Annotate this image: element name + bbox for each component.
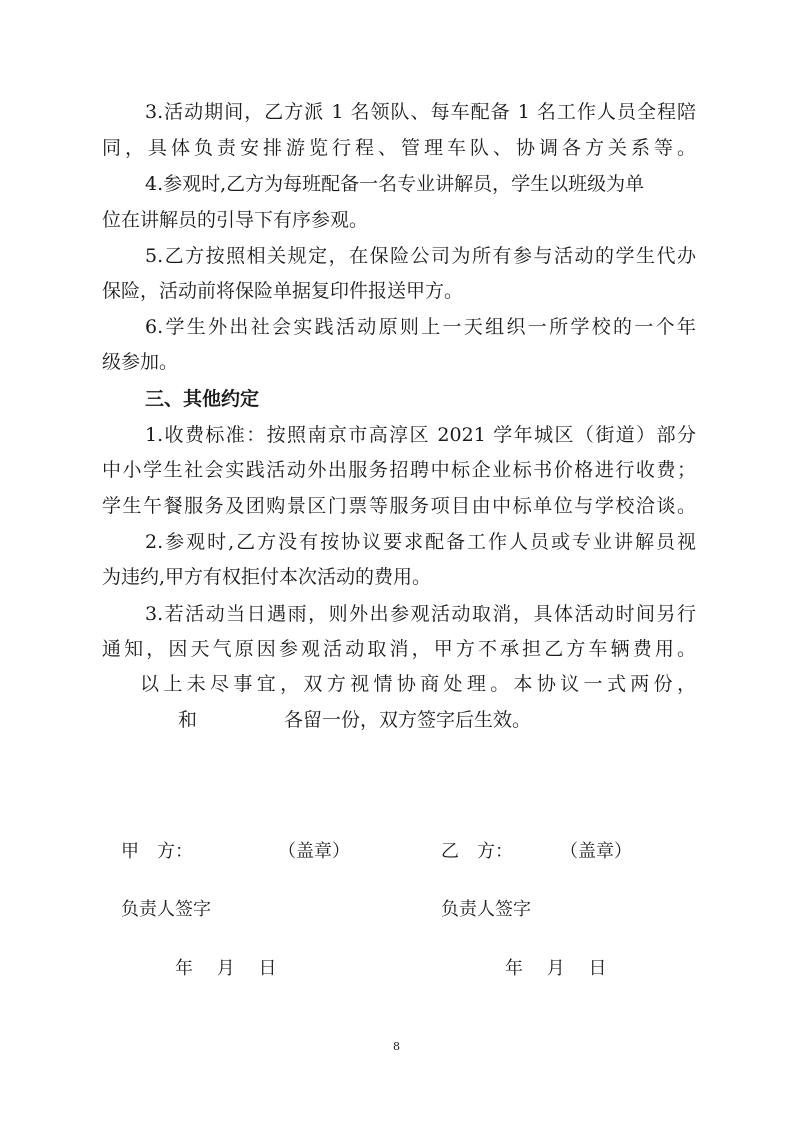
- item-5-line-1: 5.乙方按照相关规定，在保险公司为所有参与活动的学生代办: [145, 245, 696, 267]
- page-number: 8: [393, 1040, 400, 1053]
- item-4-line-1: 4.参观时,乙方为每班配备一名专业讲解员，学生以班级为单: [145, 173, 645, 195]
- item-6-line-2: 级参加。: [102, 351, 179, 373]
- closing-line-2-a: 和: [178, 709, 198, 731]
- section-3-heading: 三、其他约定: [145, 388, 260, 410]
- closing-line-2-b: 各留一份，双方签字后生效。: [284, 709, 532, 731]
- violation-line-1: 2.参观时,乙方没有按协议要求配备工作人员或专业讲解员视: [145, 531, 696, 553]
- item-3-line-2: 同，具体负责安排游览行程、管理车队、协调各方关系等。: [102, 137, 696, 159]
- rain-line-1: 3.若活动当日遇雨，则外出参观活动取消，具体活动时间另行: [145, 603, 696, 625]
- fee-standard-line-2: 中小学生社会实践活动外出服务招聘中标企业标书价格进行收费；: [102, 459, 696, 481]
- party-b-label: 乙 方：: [441, 841, 513, 862]
- item-6-line-1: 6.学生外出社会实践活动原则上一天组织一所学校的一个年: [145, 316, 696, 338]
- party-a-label: 甲 方：: [121, 841, 193, 862]
- rain-line-2: 通知，因天气原因参观活动取消，甲方不承担乙方车辆费用。: [102, 638, 696, 660]
- item-3-line-1: 3.活动期间，乙方派 1 名领队、每车配备 1 名工作人员全程陪: [145, 101, 696, 123]
- party-a-seal: （盖章）: [278, 841, 350, 862]
- item-4-line-2: 位在讲解员的引导下有序参观。: [102, 209, 369, 231]
- party-b-seal: （盖章）: [560, 841, 632, 862]
- fee-standard-line-3: 学生午餐服务及团购景区门票等服务项目由中标单位与学校洽谈。: [102, 495, 696, 517]
- party-a-signatory-label: 负责人签字: [121, 899, 211, 920]
- party-b-signatory-label: 负责人签字: [441, 899, 531, 920]
- party-b-date: 年 月 日: [505, 958, 607, 979]
- party-a-date: 年 月 日: [175, 958, 277, 979]
- closing-line-1: 以上未尽事宜，双方视情协商处理。本协议一式两份，: [140, 673, 696, 695]
- violation-line-2: 为违约,甲方有权拒付本次活动的费用。: [102, 566, 432, 588]
- fee-standard-line-1: 1.收费标准：按照南京市高淳区 2021 学年城区（街道）部分: [145, 424, 696, 446]
- item-5-line-2: 保险，活动前将保险单据复印件报送甲方。: [102, 280, 464, 302]
